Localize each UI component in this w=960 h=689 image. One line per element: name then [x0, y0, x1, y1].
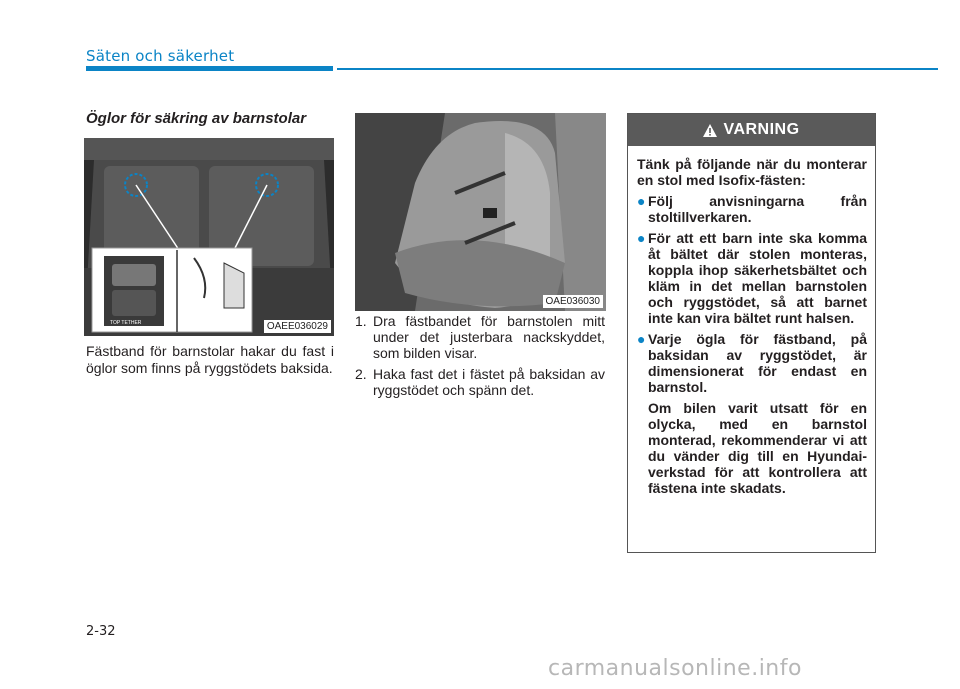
- watermark: carmanualsonline.info: [548, 656, 802, 681]
- section-title: Säten och säkerhet: [86, 47, 235, 65]
- figure-code: OAE036030: [543, 295, 604, 308]
- warning-title: VARNING: [723, 121, 800, 138]
- bullet-dot-icon: ●: [637, 331, 646, 347]
- child-seat-figure: [355, 113, 606, 311]
- bullet-dot-icon: ●: [637, 193, 646, 209]
- header-rule-thin: [337, 68, 938, 70]
- cargo-anchor-figure: [84, 138, 334, 336]
- warning-bullet-text: Följ anvisningarna från stoltillverkaren.: [648, 193, 867, 225]
- step-number: 2.: [355, 366, 367, 382]
- warning-bullet-text: För att ett barn inte ska komma åt bältet där stolen monteras, koppla ihop säkerhetsbältet och kläm in det mellan barnstolen och ryggstödet, så att barnet inte kan vira bältet runt halsen.: [648, 230, 867, 326]
- step-number: 1.: [355, 313, 367, 329]
- warning-bullet-text: Varje ögla för fästband, på baksidan av ryggstödet, är dimensionerat för endast en barnstol.: [648, 331, 867, 395]
- warning-bullet: [637, 230, 867, 326]
- bullet-dot-icon: ●: [637, 230, 646, 246]
- child-seat-illustration: [355, 113, 606, 311]
- header-rule-thick: [86, 66, 333, 71]
- top-tether-label: TOP TETHER: [110, 320, 142, 326]
- section-heading: Öglor för säkring av barnstolar: [86, 110, 307, 127]
- figure-code: OAEE036029: [264, 320, 331, 333]
- warning-header: [628, 114, 875, 146]
- step-item: [355, 366, 605, 398]
- tether-paragraph: Fästband för barnstolar hakar du fast i öglor som finns på ryggstödets baksida.: [86, 343, 334, 376]
- warning-bullet: [637, 193, 867, 225]
- page-number: 2-32: [86, 624, 116, 639]
- warning-bullet: [637, 331, 867, 395]
- warning-triangle-icon: [703, 124, 717, 137]
- cargo-illustration: [84, 138, 334, 336]
- steps-list: [355, 313, 605, 403]
- warning-continuation: Om bilen varit utsatt för en olycka, med en barnstol monterad, rekommenderar vi att du vänder dig till en Hyundai-verkstad för att kontrollera att fästena inte skadats.: [648, 400, 867, 496]
- warning-intro: Tänk på följande när du monterar en stol med Isofix-fästen:: [637, 156, 867, 188]
- step-text: Dra fästbandet för barnstolen mitt under det justerbara nackskyddet, som bilden visar.: [373, 313, 605, 361]
- step-item: [355, 313, 605, 361]
- warning-body: [628, 146, 875, 496]
- warning-box: [627, 113, 876, 553]
- step-text: Haka fast det i fästet på baksidan av ryggstödet och spänn det.: [373, 366, 605, 398]
